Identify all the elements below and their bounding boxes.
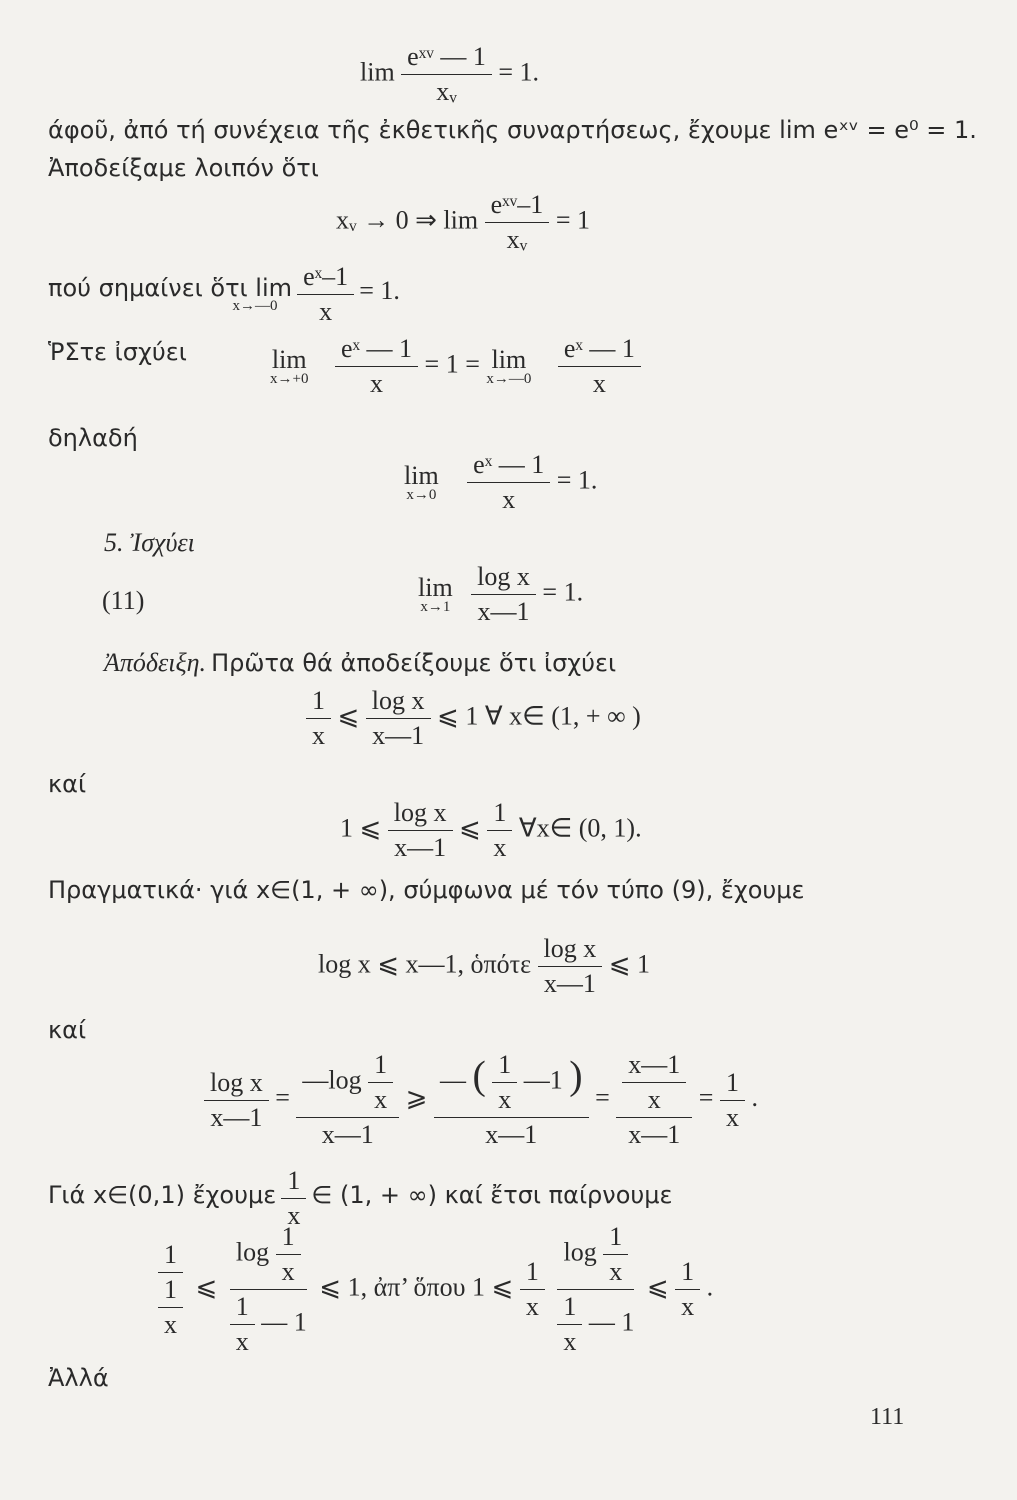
- lim-block: [404, 461, 439, 504]
- denominator: x: [609, 1257, 623, 1286]
- text-line-alla: Ἀλλά: [48, 1364, 109, 1392]
- fraction-log: [388, 798, 453, 863]
- numerator: 1: [520, 1257, 545, 1290]
- denominator: x: [312, 721, 325, 750]
- neg-log-prefix: —log: [302, 1065, 362, 1095]
- fraction: [467, 450, 550, 515]
- equation-rhs: = 1.: [359, 276, 400, 305]
- equation-implication: [336, 190, 590, 255]
- lim-block-left: [270, 345, 308, 388]
- proof-line: [104, 648, 616, 678]
- denominator: x: [493, 833, 507, 862]
- text-line-oste: ῬΣτε ἰσχύει: [48, 338, 187, 366]
- lim-subscript: x→—0: [232, 298, 278, 314]
- fraction: [401, 42, 492, 107]
- denominator: x: [235, 1327, 249, 1356]
- denominator: x: [164, 1309, 177, 1339]
- equation-label-11: (11): [102, 586, 145, 615]
- minus-one: —1: [523, 1065, 563, 1095]
- proof-label: Ἀπόδειξη.: [104, 648, 206, 677]
- fraction-one-over-x: [720, 1068, 745, 1133]
- inequality-head: 1 ⩽: [340, 813, 382, 843]
- numerator: log x: [388, 798, 453, 831]
- text-line-pragmatika: Πραγματικά· γιά x∈(1, + ∞), σύμφωνα μέ τόν τύπο (9), ἔχουμε: [48, 876, 805, 904]
- denominator: x: [502, 485, 516, 514]
- denominator: xᵥ: [436, 77, 457, 106]
- denominator: [152, 1273, 189, 1340]
- denominator: x: [681, 1292, 695, 1321]
- equals-sign: =: [275, 1082, 290, 1112]
- numerator: eˣᵛ — 1: [401, 42, 492, 75]
- denominator: x—1: [321, 1120, 374, 1149]
- numerator: log x: [366, 686, 431, 719]
- period: .: [751, 1082, 758, 1112]
- text-line-afou: άφοῦ, ἀπό τή συνέχεια τῆς ἐκθετικῆς συναρτήσεως, ἔχουμε lim eˣᵛ = e⁰ = 1.: [48, 116, 977, 144]
- equation-rhs: = 1: [555, 205, 590, 235]
- equation-rhs: = 1.: [556, 465, 598, 495]
- equation-rhs: = 1.: [542, 577, 584, 607]
- proof-text: Πρῶτα θά ἀποδείξουμε ὅτι ἰσχύει: [211, 649, 617, 677]
- denominator: [551, 1290, 640, 1357]
- inner-fraction: [622, 1050, 686, 1115]
- fraction: [485, 190, 550, 255]
- fraction-log: [204, 1068, 269, 1133]
- equation-lhs: log x ⩽ x—1, ὁπότε: [318, 949, 532, 979]
- denominator: x—1: [477, 597, 530, 626]
- numerator: [296, 1050, 399, 1118]
- text-kai-2: καί: [48, 1016, 87, 1044]
- numerator: eˣ — 1: [558, 334, 641, 367]
- fraction-a: [152, 1240, 189, 1340]
- numerator: log x: [471, 562, 536, 595]
- equation-one-sided: [270, 334, 641, 399]
- equation-limit-xv: [360, 42, 539, 107]
- gia-text: Γιά x∈(0,1) ἔχουμε: [48, 1181, 277, 1209]
- denominator: x—1: [485, 1120, 538, 1149]
- text-line-apodeixame: Ἀποδείξαμε λοιπόν ὅτι: [48, 154, 319, 182]
- denominator: x: [319, 297, 333, 326]
- fraction: [297, 262, 354, 327]
- lim-block: [48, 274, 292, 315]
- denominator: x—1: [210, 1102, 263, 1132]
- numerator: eˣ–1: [297, 262, 354, 295]
- fraction-nested: [616, 1050, 692, 1150]
- lim-operator: lim: [491, 345, 527, 374]
- left-paren: (: [472, 1052, 486, 1098]
- equation-mid: = 1 =: [424, 349, 480, 379]
- lim-subscript: x→+0: [270, 371, 309, 387]
- denominator: x: [370, 369, 383, 398]
- denominator: x: [647, 1085, 661, 1114]
- numerator: 1: [487, 798, 512, 831]
- inequality-tail: ⩽ 1 ∀ x∈ (1, + ∞ ): [437, 701, 641, 731]
- denominator: x: [287, 1201, 301, 1230]
- numerator: 1: [158, 1275, 183, 1308]
- equation-mid: ⩽ 1, ἀπ’ ὅπου 1 ⩽: [319, 1272, 514, 1302]
- right-paren: ): [569, 1052, 583, 1098]
- lim-operator: lim: [418, 573, 453, 602]
- numerator: [434, 1050, 589, 1118]
- fraction-paren: [434, 1050, 589, 1150]
- fraction-log: [538, 934, 603, 999]
- inequality-2: [340, 798, 642, 863]
- inner-fraction: [276, 1222, 301, 1287]
- le-symbol: ⩽: [459, 813, 481, 843]
- numerator: log x: [538, 934, 603, 967]
- le-symbol: ⩽: [195, 1272, 218, 1302]
- equation-log-bound: [318, 934, 650, 999]
- denominator: x: [498, 1085, 512, 1114]
- lim-block-right: [486, 345, 531, 388]
- page-number: 111: [870, 1404, 905, 1430]
- numerator: 1: [720, 1068, 745, 1101]
- numerator: 1: [276, 1222, 301, 1255]
- fraction-left: [335, 334, 418, 399]
- log-operator: log: [563, 1237, 597, 1267]
- equation-chain: [204, 1050, 758, 1150]
- numerator: x—1: [622, 1050, 686, 1083]
- numerator: 1: [557, 1292, 582, 1325]
- inner-fraction: [492, 1050, 517, 1115]
- pou-text: πού σημαίνει ὅτι lim: [48, 274, 293, 302]
- minus-sign: —: [439, 1065, 466, 1095]
- inequality-1: [306, 686, 641, 751]
- fraction-one-over-x: [306, 686, 331, 751]
- fraction-b: [224, 1222, 313, 1357]
- numerator: 1: [603, 1222, 628, 1255]
- fraction-log: [366, 686, 431, 751]
- denominator: [224, 1290, 313, 1357]
- equals-sign: =: [595, 1082, 610, 1112]
- fraction-right: [558, 334, 641, 399]
- section-heading-5: 5. Ἰσχύει: [104, 528, 195, 557]
- lim-subscript: x→1: [420, 599, 451, 615]
- ge-symbol: ⩾: [405, 1082, 428, 1112]
- inner-fraction: [557, 1292, 582, 1357]
- text-line-pou: [48, 262, 400, 327]
- lim-operator: lim: [404, 461, 439, 490]
- numerator: eˣᵛ–1: [485, 190, 550, 223]
- fraction: [471, 562, 536, 627]
- numerator: eˣ — 1: [335, 334, 418, 367]
- denominator: x—1: [372, 721, 425, 750]
- equation-rhs: ⩽ 1: [608, 949, 651, 979]
- denominator: x—1: [394, 833, 447, 862]
- denominator: x: [592, 369, 606, 398]
- denominator: x: [525, 1292, 539, 1321]
- numerator: eˣ — 1: [467, 450, 550, 483]
- denominator: x: [725, 1102, 739, 1132]
- equation-log-limit: [418, 562, 583, 627]
- text-line-diladi: δηλαδή: [48, 424, 138, 452]
- equation-rhs: = 1.: [498, 57, 540, 87]
- denominator: x: [563, 1327, 577, 1356]
- numerator: 1: [492, 1050, 517, 1083]
- fraction-neg-log: [296, 1050, 399, 1150]
- lim-subscript: x→—0: [486, 371, 532, 387]
- numerator: 1: [368, 1050, 393, 1083]
- equals-sign: =: [698, 1082, 714, 1112]
- equation-limit-zero: [404, 450, 597, 515]
- inner-fraction: [603, 1222, 628, 1287]
- lim-operator: lim: [360, 57, 395, 87]
- fraction-c: [520, 1257, 545, 1322]
- le-symbol: ⩽: [646, 1272, 669, 1302]
- fraction-e: [675, 1257, 700, 1322]
- numerator: [230, 1222, 307, 1290]
- equation-lhs: xᵥ → 0 ⇒ lim: [336, 205, 479, 235]
- text-kai-1: καί: [48, 770, 87, 798]
- inequality-tail: ∀x∈ (0, 1).: [518, 813, 642, 843]
- denominator: x—1: [543, 969, 596, 998]
- numerator: 1: [281, 1166, 306, 1199]
- log-operator: log: [235, 1237, 270, 1267]
- lim-operator: lim: [271, 345, 307, 374]
- inner-fraction: [158, 1275, 183, 1340]
- minus-one: — 1: [588, 1307, 635, 1337]
- fraction-d: [551, 1222, 640, 1357]
- numerator: log x: [204, 1068, 269, 1101]
- denominator: x: [281, 1257, 295, 1286]
- numerator: [557, 1222, 634, 1290]
- inner-fraction: [230, 1292, 255, 1357]
- lim-block: [418, 573, 453, 616]
- period: .: [706, 1272, 714, 1302]
- denominator: xᵥ: [506, 225, 528, 254]
- inner-fraction: [368, 1050, 393, 1115]
- gia-tail: ∈ (1, + ∞) καί ἔτσι παίρνουμε: [311, 1181, 673, 1209]
- denominator: x—1: [628, 1120, 681, 1149]
- numerator: 1: [306, 686, 331, 719]
- equation-final-bounds: [152, 1222, 713, 1357]
- numerator: 1: [158, 1240, 183, 1273]
- minus-one: — 1: [261, 1307, 307, 1337]
- numerator: 1: [230, 1292, 255, 1325]
- le-symbol: ⩽: [337, 701, 360, 731]
- fraction-one-over-x: [487, 798, 512, 863]
- lim-subscript: x→0: [406, 487, 437, 503]
- numerator: [616, 1050, 692, 1118]
- numerator: 1: [675, 1257, 700, 1290]
- denominator: x: [374, 1085, 388, 1114]
